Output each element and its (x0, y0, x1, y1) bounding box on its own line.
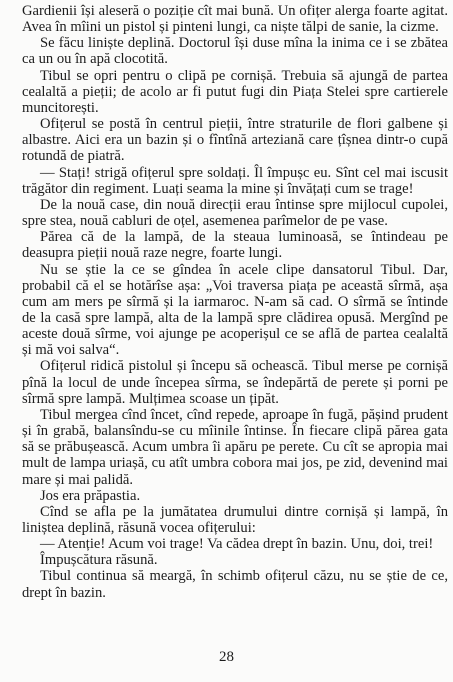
paragraph: Gardienii își aleseră o poziție cît mai bună. Un ofițer alerga foarte agitat. Avea în mîini un pistol și pinteni lungi, ca niște tălpi de sanie, la cizme. (22, 3, 448, 36)
paragraph: Tibul mergea cînd încet, cînd repede, aproape în fugă, pășind prudent și în grabă, balansîndu-se cu mîinile întinse. În fiecare clipă părea gata să se prăbușească. Acum umbra îi apăru pe perete. Cu cît se apropia mai mult de lampa uriașă, cu atît umbra cobora mai jos, pe zid, devenind mai mare și mai palidă. (22, 406, 448, 488)
paragraph: Tibul continua să meargă, în schimb ofițerul căzu, nu se știe de ce, drept în bazin. (22, 568, 448, 601)
paragraph: Jos era prăpastia. (40, 487, 141, 504)
paragraph: Se făcu liniște deplină. Doctorul își duse mîna la inima ce i se zbătea ca un ou în apă clocotită. (22, 35, 448, 68)
paragraph: Împușcătura răsună. (40, 552, 158, 569)
body-text (22, 3, 448, 601)
dialogue-paragraph: — Stați! strigă ofițerul spre soldați. Îl împușc eu. Sînt cel mai iscusit trăgător din regiment. Luați seama la mine și învățați cum se trage! (22, 164, 448, 197)
paragraph: Nu se știe la ce se gîndea în acele clipe dansatorul Tibul. Dar, probabil că el se hotărîse așa: „Voi traversa piața pe această sîrmă, așa cum am mers pe sîrmă și la iarmaroc. N-am să cad. O sîrmă se întinde de la casă spre lampă, alta de la lampă spre clădirea opusă. Mergînd pe aceste două sîrme, voi ajunge pe acoperișul ce se află de partea cealaltă și mă voi salva“. (22, 261, 448, 359)
paragraph: Ofițerul ridică pistolul și începu să ochească. Tibul merse pe cornișă pînă la locul de unde începea sîrma, se îndepărtă de perete și porni pe sîrmă spre lampă. Mulțimea scoase un țipăt. (22, 358, 448, 407)
dialogue-paragraph: — Atenție! Acum voi trage! Va cădea drept în bazin. Unu, doi, trei! (40, 536, 434, 553)
paragraph: De la nouă case, din nouă direcții erau întinse spre mijlocul cupolei, spre stea, nouă cabluri de oțel, asemenea parîmelor de pe vase. (22, 196, 448, 230)
page-number: 28 (219, 649, 234, 665)
paragraph: Tibul se opri pentru o clipă pe cornișă. Trebuia să ajungă de partea cealaltă a pieții; de acolo ar fi putut fugi din Piața Stelei spre cartierele muncitorești. (22, 67, 448, 116)
paragraph: Cînd se afla pe la jumătatea drumului dintre cornișă și lampă, în liniștea deplină, răsună vocea ofițerului: (22, 503, 448, 536)
paragraph: Părea că de la lampă, de la steaua luminoasă, se întindeau pe deasupra pieții nouă raze negre, foarte lungi. (22, 229, 448, 262)
paragraph: Ofițerul se postă în centrul pieții, între straturile de flori galbene și albastre. Aici era un bazin și o fîntînă arteziană care țîșnea dintr-o cupă rotundă de piatră. (22, 116, 448, 165)
